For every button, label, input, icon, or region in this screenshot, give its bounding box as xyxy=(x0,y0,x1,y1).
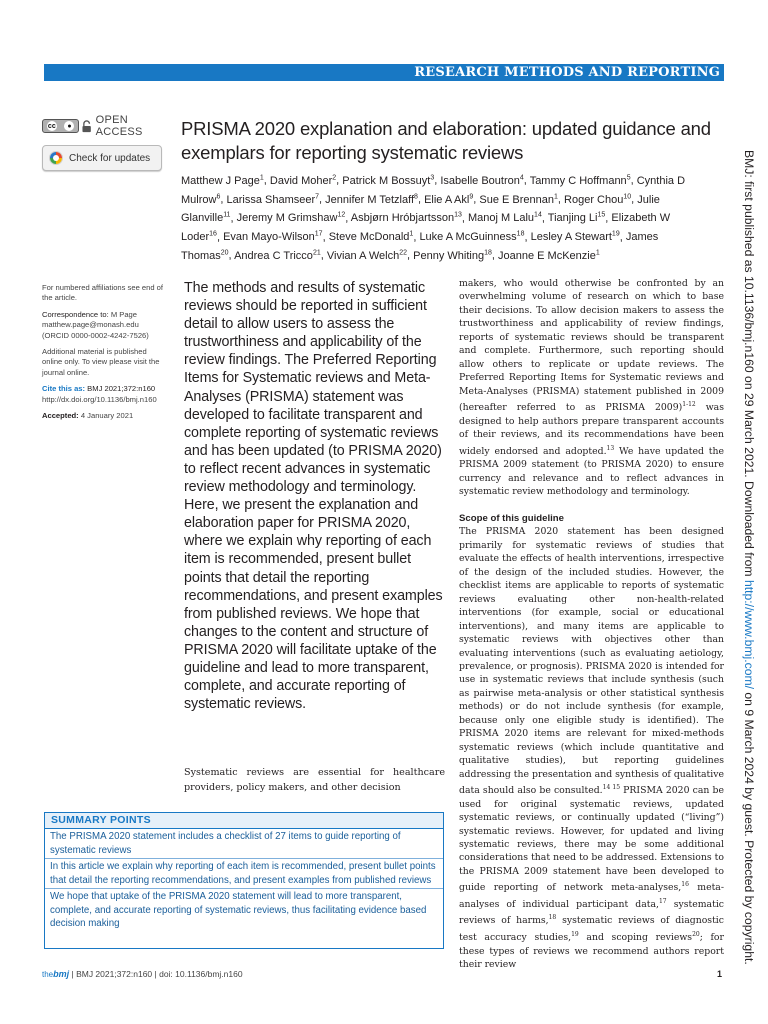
correspondence-email[interactable]: matthew.page@monash.edu xyxy=(42,320,139,330)
page-number: 1 xyxy=(716,969,722,979)
author-name: Tianjing Li xyxy=(547,212,598,225)
author xyxy=(325,194,418,206)
cc-symbol-icon: cc xyxy=(47,122,56,130)
author-list: Matthew J Page$^1$, David Moher$^2$, Patrick M Bossuyt$^3$, Isabelle Boutron$^4$, Tammy C Hoffmann$^5$, Cynthia D Mulrow$^6$, Larissa Shamseer$^7$, Jennifer M Tetzlaff$^8$, Elie A Akl$^9$, Sue E Brennan$^1$, Roger Chou$^{10}$, Julie Glanville$^{11}$, Jeremy M Grimshaw$^{12}$, Asbjørn Hróbjartsson$^{13}$, Manoj M Lalu$^{14}$, Tianjing Li$^{15}$, Elizabeth W Loder$^{16}$, Evan Mayo-Wilson$^{17}$, Steve McDonald$^1$, Luke A McGuinness$^{18}$, Lesley A Stewart$^{19}$, James Thomas$^{20}$, Andrea C Tricco$^{21}$, Vivian A Welch$^{22}$, Penny Whiting$^{18}$, Joanne E McKenzie$^1$ xyxy=(181,174,686,263)
author-name: Joanne E McKenzie xyxy=(498,250,596,263)
author xyxy=(531,231,620,243)
affiliation-marker: 12 xyxy=(337,211,346,219)
affiliation-marker: 14 xyxy=(534,211,542,219)
intro-continuation: makers, who would otherwise be confronted by an overwhelming volume of research on which to base their decisions. To allow decision makers to assess the trustworthiness and applicability of review findings, reports of systematic reviews should be transparent and complete. Furthermore, such reporting should allow others to replicate or update reviews. The Preferred Reporting Items for Systematic reviews and Meta-Analyses (PRISMA) statement published in 2009 (hereafter referred to as PRISMA 2009)$^{1-12}$ was designed to help authors prepare transparent accounts of their reviews, and its recommendations have been widely endorsed and adopted.$^{13}$ We have updated the PRISMA 2009 statement (to PRISMA 2020) to ensure currency and relevance and to reflect advances in systematic review methodology and terminology. xyxy=(459,278,724,497)
author xyxy=(237,212,346,224)
author-name: Penny Whiting xyxy=(413,250,485,263)
author-name: Evan Mayo-Wilson xyxy=(223,231,315,244)
author-name: Julie Glanville xyxy=(181,193,660,225)
crossmark-icon xyxy=(49,151,63,165)
download-notice xyxy=(739,150,759,965)
section-label: RESEARCH METHODS AND REPORTING xyxy=(414,65,720,80)
summary-point: In this article we explain why reporting of each item is recommended, present bullet points that detail the reporting recommendations, and present examples from published reviews xyxy=(45,859,443,889)
author xyxy=(419,231,524,243)
summary-point: The PRISMA 2020 statement includes a checklist of 27 items to guide reporting of systematic reviews xyxy=(45,829,443,859)
author-name: Sue E Brennan xyxy=(479,193,554,206)
cite-reference: BMJ 2021;372:n160 xyxy=(87,384,156,394)
additional-material-note: Additional material is published online only. To view please visit the journal online. xyxy=(42,347,160,377)
author-name: Elizabeth W Loder xyxy=(181,212,671,244)
author xyxy=(498,250,600,262)
scope-heading: Scope of this guideline xyxy=(459,513,565,525)
download-notice-prefix: BMJ: first published as 10.1136/bmj.n160 on 29 March 2021. Downloaded from xyxy=(742,150,756,580)
affiliation-marker: 8 xyxy=(414,192,418,200)
open-access-label: OPEN ACCESS xyxy=(95,114,143,138)
author xyxy=(181,175,264,187)
reference-marker[interactable]: 16 xyxy=(681,881,689,889)
summary-point: We hope that uptake of the PRISMA 2020 statement will lead to more transparent, complete, and accurate reporting of systematic reviews, thus facilitating evidence based decision making xyxy=(50,891,427,929)
affiliation-marker: 21 xyxy=(312,249,321,257)
affiliation-marker: 18 xyxy=(516,230,525,238)
bmj-logo-the: the xyxy=(42,970,54,979)
author xyxy=(329,231,414,243)
affiliation-marker: 16 xyxy=(209,230,217,238)
author-name: Elie A Akl xyxy=(424,193,470,206)
section-banner xyxy=(44,64,724,81)
author-name: Patrick M Bossuyt xyxy=(342,174,431,187)
author-name: Larissa Shamseer xyxy=(226,193,316,206)
correspondence-label: Correspondence to: xyxy=(42,309,109,319)
article-sidebar xyxy=(42,283,167,427)
reference-marker[interactable]: 19 xyxy=(571,930,579,938)
summary-points-heading: SUMMARY POINTS xyxy=(45,813,443,829)
affiliations-note: For numbered affiliations see end of the article. xyxy=(42,283,164,303)
author-name: Luke A McGuinness xyxy=(419,231,517,244)
accepted-block xyxy=(42,411,167,421)
author-name: Manoj M Lalu xyxy=(468,212,535,225)
author xyxy=(327,250,407,262)
cc-license-icon xyxy=(42,119,79,133)
affiliation-marker: 18 xyxy=(484,249,492,257)
author xyxy=(342,175,434,187)
affiliation-marker: 11 xyxy=(223,211,231,219)
author xyxy=(270,175,336,187)
author-name: Isabelle Boutron xyxy=(440,174,520,187)
author-name: Lesley A Stewart xyxy=(530,231,612,244)
affiliation-marker: 19 xyxy=(611,230,620,238)
author-name: Jennifer M Tetzlaff xyxy=(325,193,415,206)
author xyxy=(530,175,631,187)
scope-paragraph: The PRISMA 2020 statement has been designed primarily for systematic reviews of studies that evaluate the effects of health interventions, irrespective of the design of the included studies. However, the checklist items are applicable to reports of systematic reviews evaluating other non-health-related interventions (for example, social or educational interventions), and many items are applicable to systematic reviews with objectives other than evaluating interventions (such as evaluating aetiology, prevalence, or prognosis). PRISMA 2020 is intended for use in systematic reviews that include synthesis (such as pairwise meta-analysis or other statistical synthesis methods) or do not include synthesis (for example, because only one eligible study is identified). The PRISMA 2020 items are relevant for mixed-methods systematic reviews (which include quantitative and qualitative studies), but reporting guidelines addressing the presentation and synthesis of qualitative data should also be consulted.$^{14 15}$ PRISMA 2020 can be used for original systematic reviews, updated systematic reviews, or continually updated (“living”) systematic reviews. However, for updated and living systematic reviews, there may be some additional considerations that need to be addressed. Extensions to the PRISMA 2009 statement have been developed to guide reporting of network meta-analyses,$^{16}$ meta-analyses of individual participant data,$^{17}$ systematic reviews of harms,$^{18}$ systematic reviews of diagnostic test accuracy studies,$^{19}$ and scoping reviews$^{20}$; for these types of reviews we recommend authors report their review xyxy=(459,526,724,970)
reference-marker[interactable]: 1-12 xyxy=(682,401,696,409)
check-for-updates-label: Check for updates xyxy=(69,152,151,164)
accepted-label: Accepted: xyxy=(42,411,79,421)
citation-block xyxy=(42,384,167,405)
reference-marker[interactable]: 20 xyxy=(692,930,700,938)
open-lock-icon xyxy=(82,120,91,133)
author-name: Roger Chou xyxy=(564,193,624,206)
author-name: Steve McDonald xyxy=(328,231,410,244)
download-notice-suffix: on 9 March 2024 by guest. Protected by copyright. xyxy=(742,689,756,965)
author-name: Asbjørn Hróbjartsson xyxy=(350,212,455,225)
affiliation-marker: 22 xyxy=(399,249,408,257)
author xyxy=(351,212,462,224)
author-name: Cynthia D Mulrow xyxy=(181,174,686,206)
affiliation-marker: 9 xyxy=(469,192,474,200)
abstract: The methods and results of systematic reviews should be reported in sufficient detail to allow users to assess the trustworthiness and applicability of the review findings. The Preferred Reporting Items for Systematic reviews and Meta-Analyses (PRISMA) statement was developed to facilitate transparent and complete reporting of systematic reviews and has been updated (to PRISMA 2020) to reflect recent advances in systematic review methodology and terminology. Here, we present the explanation and elaboration paper for PRISMA 2020, where we explain why reporting of each item is recommended, present bullet points that detail the reporting recommendations, and present examples from published reviews. We hope that changes to the content and structure of PRISMA 2020 will facilitate uptake of the guideline and lead to more transparent, complete, and accurate reporting of systematic reviews. xyxy=(184,280,443,713)
cite-label: Cite this as: xyxy=(42,384,86,394)
author xyxy=(479,194,558,206)
affiliation-marker: 1 xyxy=(553,192,558,200)
reference-marker[interactable]: 14 15 xyxy=(602,784,621,792)
intro-paragraph: Systematic reviews are essential for healthcare providers, policy makers, and other decision xyxy=(184,767,445,793)
author-name: Vivian A Welch xyxy=(326,250,400,263)
reference-marker[interactable]: 13 xyxy=(606,444,615,452)
affiliation-marker: 4 xyxy=(519,174,524,181)
affiliation-marker: 17 xyxy=(314,230,323,238)
affiliation-marker: 5 xyxy=(626,174,631,181)
author xyxy=(223,231,323,243)
doi-link[interactable]: http://dx.doi.org/10.1136/bmj.n160 xyxy=(42,394,157,404)
author xyxy=(413,250,492,262)
author-name: Tammy C Hoffmann xyxy=(529,174,627,187)
page-footer xyxy=(42,967,732,981)
article-title: PRISMA 2020 explanation and elaboration: updated guidance and exemplars for reporting systematic reviews xyxy=(181,118,711,163)
author xyxy=(234,250,321,262)
affiliation-marker: 2 xyxy=(332,174,337,181)
open-access-badge[interactable] xyxy=(42,114,172,138)
affiliation-marker: 6 xyxy=(216,192,221,200)
bmj-site-link[interactable]: http://www.bmj.com/ xyxy=(742,579,756,690)
author xyxy=(440,175,523,187)
author xyxy=(564,194,631,206)
summary-points-box xyxy=(44,812,444,949)
footer-citation: | BMJ 2021;372:n160 | doi: 10.1136/bmj.n160 xyxy=(69,969,243,979)
body-right-column xyxy=(459,277,724,971)
affiliation-marker: 3 xyxy=(430,174,435,181)
author xyxy=(226,194,319,206)
author-name: Jeremy M Grimshaw xyxy=(236,212,338,225)
author xyxy=(548,212,606,224)
author-name: James Thomas xyxy=(181,231,659,263)
check-for-updates-button[interactable] xyxy=(42,145,162,171)
reference-marker[interactable]: 18 xyxy=(548,914,557,922)
affiliation-marker: 15 xyxy=(597,211,606,219)
accepted-date: 4 January 2021 xyxy=(80,411,134,421)
correspondence-name: M Page xyxy=(110,309,137,319)
affiliation-marker: 10 xyxy=(623,192,632,200)
author xyxy=(468,212,542,224)
affiliation-marker: 7 xyxy=(315,192,320,200)
affiliation-marker: 1 xyxy=(409,230,414,238)
by-person-icon: ● xyxy=(64,121,74,131)
author xyxy=(424,194,473,206)
correspondence xyxy=(42,310,167,341)
affiliation-marker: 20 xyxy=(220,249,229,257)
author-name: Matthew J Page xyxy=(181,174,260,187)
affiliation-marker: 1 xyxy=(595,249,600,257)
author-name: Andrea C Tricco xyxy=(234,250,313,263)
bmj-logo: bmj xyxy=(53,969,70,979)
affiliation-marker: 13 xyxy=(454,211,462,219)
author-name: David Moher xyxy=(269,174,333,187)
reference-marker[interactable]: 17 xyxy=(658,897,667,905)
affiliation-marker: 1 xyxy=(259,174,264,181)
orcid[interactable]: (ORCID 0000-0002-4242-7526) xyxy=(42,330,149,340)
